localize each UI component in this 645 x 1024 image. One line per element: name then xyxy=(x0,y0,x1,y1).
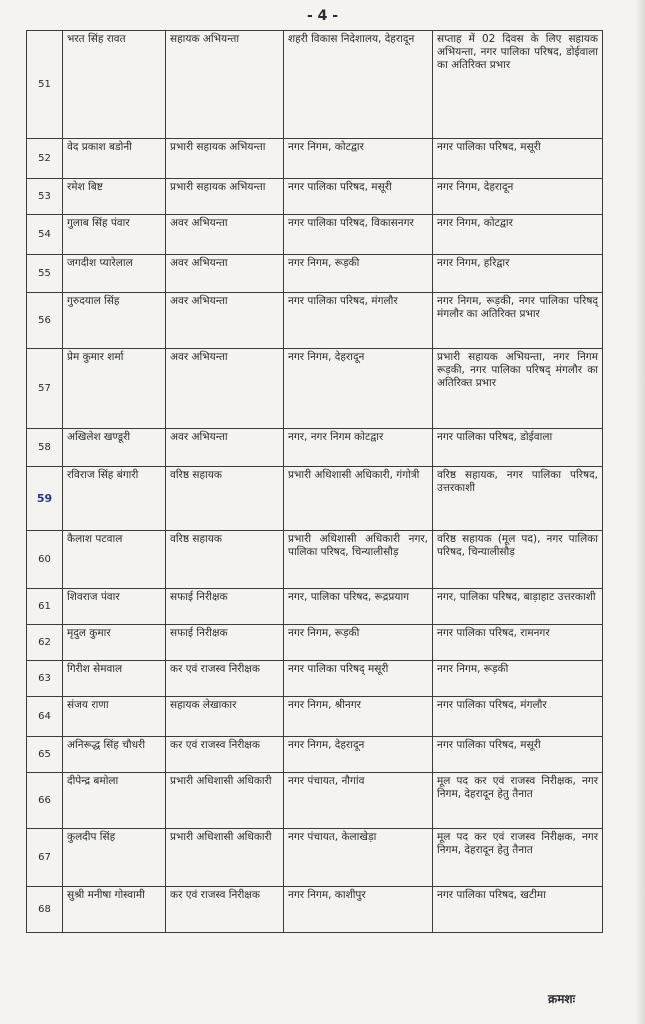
table-row xyxy=(27,531,603,589)
post-cell: कर एवं राजस्व निरीक्षक xyxy=(166,737,284,773)
new-cell: नगर निगम, रूड़की, नगर पालिका परिषद् मंगलौर का अतिरिक्त प्रभार xyxy=(433,293,603,349)
current-cell: प्रभारी अधिशासी अधिकारी नगर, पालिका परिषद, चिन्यालीसौड़ xyxy=(284,531,433,589)
post-cell: सहायक अभियन्ता xyxy=(166,31,284,139)
current-cell: प्रभारी अधिशासी अधिकारी, गंगोत्री xyxy=(284,467,433,531)
new-cell: नगर पालिका परिषद, डोईवाला xyxy=(433,429,603,467)
serial-number-cell: 58 xyxy=(27,429,63,467)
current-cell: नगर निगम, रूड़की xyxy=(284,625,433,661)
post-cell: अवर अभियन्ता xyxy=(166,429,284,467)
name-cell: भरत सिंह रावत xyxy=(63,31,166,139)
post-cell: वरिष्ठ सहायक xyxy=(166,467,284,531)
new-cell: नगर पालिका परिषद, मसूरी xyxy=(433,737,603,773)
post-cell: अवर अभियन्ता xyxy=(166,293,284,349)
serial-number-cell: 65 xyxy=(27,737,63,773)
name-cell: रविराज सिंह बंगारी xyxy=(63,467,166,531)
new-cell: मूल पद कर एवं राजस्व निरीक्षक, नगर निगम, देहरादून हेतु तैनात xyxy=(433,829,603,887)
table-row xyxy=(27,829,603,887)
name-cell: अनिरूद्ध सिंह चौधरी xyxy=(63,737,166,773)
name-cell: दीपेन्द्र बमोला xyxy=(63,773,166,829)
post-cell: कर एवं राजस्व निरीक्षक xyxy=(166,661,284,697)
current-cell: नगर, नगर निगम कोटद्वार xyxy=(284,429,433,467)
new-cell: नगर निगम, रूड़की xyxy=(433,661,603,697)
table-row xyxy=(27,293,603,349)
post-cell: प्रभारी अधिशासी अधिकारी xyxy=(166,829,284,887)
post-cell: सहायक लेखाकार xyxy=(166,697,284,737)
table-row xyxy=(27,139,603,179)
serial-number-cell: 51 xyxy=(27,31,63,139)
table-row xyxy=(27,737,603,773)
current-cell: शहरी विकास निदेशालय, देहरादून xyxy=(284,31,433,139)
table-row xyxy=(27,625,603,661)
serial-number-cell: 63 xyxy=(27,661,63,697)
name-cell: जगदीश प्यारेलाल xyxy=(63,255,166,293)
current-cell: नगर निगम, देहरादून xyxy=(284,737,433,773)
name-cell: कैलाश पटवाल xyxy=(63,531,166,589)
name-cell: अखिलेश खण्डूरी xyxy=(63,429,166,467)
table-row xyxy=(27,773,603,829)
table-row xyxy=(27,179,603,215)
name-cell: सुश्री मनीषा गोस्वामी xyxy=(63,887,166,933)
name-cell: प्रेम कुमार शर्मा xyxy=(63,349,166,429)
current-cell: नगर निगम, रूड़की xyxy=(284,255,433,293)
post-cell: कर एवं राजस्व निरीक्षक xyxy=(166,887,284,933)
serial-number-cell: 56 xyxy=(27,293,63,349)
current-cell: नगर पालिका परिषद् मसूरी xyxy=(284,661,433,697)
current-cell: नगर निगम, श्रीनगर xyxy=(284,697,433,737)
post-cell: अवर अभियन्ता xyxy=(166,255,284,293)
name-cell: रमेश बिष्ट xyxy=(63,179,166,215)
name-cell: शिवराज पंवार xyxy=(63,589,166,625)
current-cell: नगर निगम, काशीपुर xyxy=(284,887,433,933)
serial-number-cell: 54 xyxy=(27,215,63,255)
serial-number-cell: 67 xyxy=(27,829,63,887)
name-cell: वेद प्रकाश बडोनी xyxy=(63,139,166,179)
current-cell: नगर पालिका परिषद, मसूरी xyxy=(284,179,433,215)
current-cell: नगर, पालिका परिषद, रूद्रप्रयाग xyxy=(284,589,433,625)
table-row xyxy=(27,255,603,293)
table-row xyxy=(27,31,603,139)
current-cell: नगर पंचायत, केलाखेड़ा xyxy=(284,829,433,887)
serial-number-cell: 53 xyxy=(27,179,63,215)
post-cell: प्रभारी अधिशासी अधिकारी xyxy=(166,773,284,829)
post-cell: अवर अभियन्ता xyxy=(166,215,284,255)
new-cell: नगर निगम, कोटद्वार xyxy=(433,215,603,255)
current-cell: नगर पंचायत, नौगांव xyxy=(284,773,433,829)
new-cell: नगर पालिका परिषद, मंगलौर xyxy=(433,697,603,737)
new-cell: नगर पालिका परिषद, मसूरी xyxy=(433,139,603,179)
table-row xyxy=(27,697,603,737)
name-cell: मृदुल कुमार xyxy=(63,625,166,661)
current-cell: नगर निगम, कोटद्वार xyxy=(284,139,433,179)
current-cell: नगर पालिका परिषद, विकासनगर xyxy=(284,215,433,255)
new-cell: वरिष्ठ सहायक, नगर पालिका परिषद, उत्तरकाशी xyxy=(433,467,603,531)
new-cell: मूल पद कर एवं राजस्व निरीक्षक, नगर निगम, देहरादून हेतु तैनात xyxy=(433,773,603,829)
serial-number-cell: 68 xyxy=(27,887,63,933)
serial-number-cell: 60 xyxy=(27,531,63,589)
serial-number-cell: 55 xyxy=(27,255,63,293)
serial-number-cell: 61 xyxy=(27,589,63,625)
new-cell: नगर पालिका परिषद, रामनगर xyxy=(433,625,603,661)
table-row xyxy=(27,349,603,429)
table-row xyxy=(27,429,603,467)
page-edge-shadow xyxy=(635,0,645,1024)
new-cell: नगर निगम, देहरादून xyxy=(433,179,603,215)
table-body xyxy=(27,31,603,933)
serial-number-cell: 52 xyxy=(27,139,63,179)
name-cell: गुरुदयाल सिंह xyxy=(63,293,166,349)
new-cell: सप्ताह में 02 दिवस के लिए सहायक अभियन्ता, नगर पालिका परिषद, डोईवाला का अतिरिक्त प्रभार xyxy=(433,31,603,139)
new-cell: वरिष्ठ सहायक (मूल पद), नगर पालिका परिषद, चिन्यालीसौड़ xyxy=(433,531,603,589)
transfer-table xyxy=(26,30,603,933)
new-cell: नगर पालिका परिषद, खटीमा xyxy=(433,887,603,933)
post-cell: वरिष्ठ सहायक xyxy=(166,531,284,589)
serial-number-cell: 57 xyxy=(27,349,63,429)
post-cell: अवर अभियन्ता xyxy=(166,349,284,429)
footer-note: क्रमशः xyxy=(548,992,575,1006)
current-cell: नगर पालिका परिषद, मंगलौर xyxy=(284,293,433,349)
name-cell: गुलाब सिंह पंवार xyxy=(63,215,166,255)
table-row xyxy=(27,215,603,255)
table-row xyxy=(27,589,603,625)
new-cell: प्रभारी सहायक अभियन्ता, नगर निगम रूड़की, नगर पालिका परिषद् मंगलौर का अतिरिक्त प्रभार xyxy=(433,349,603,429)
page-number: - 4 - xyxy=(306,8,339,24)
serial-number-cell: 59 xyxy=(27,467,63,531)
serial-number-cell: 62 xyxy=(27,625,63,661)
table-row xyxy=(27,887,603,933)
post-cell: प्रभारी सहायक अभियन्ता xyxy=(166,179,284,215)
post-cell: प्रभारी सहायक अभियन्ता xyxy=(166,139,284,179)
serial-number-cell: 66 xyxy=(27,773,63,829)
post-cell: सफाई निरीक्षक xyxy=(166,589,284,625)
new-cell: नगर, पालिका परिषद, बाड़ाहाट उत्तरकाशी xyxy=(433,589,603,625)
post-cell: सफाई निरीक्षक xyxy=(166,625,284,661)
table-row xyxy=(27,467,603,531)
name-cell: संजय राणा xyxy=(63,697,166,737)
table-row xyxy=(27,661,603,697)
new-cell: नगर निगम, हरिद्वार xyxy=(433,255,603,293)
serial-number-cell: 64 xyxy=(27,697,63,737)
name-cell: गिरीश सेमवाल xyxy=(63,661,166,697)
name-cell: कुलदीप सिंह xyxy=(63,829,166,887)
current-cell: नगर निगम, देहरादून xyxy=(284,349,433,429)
